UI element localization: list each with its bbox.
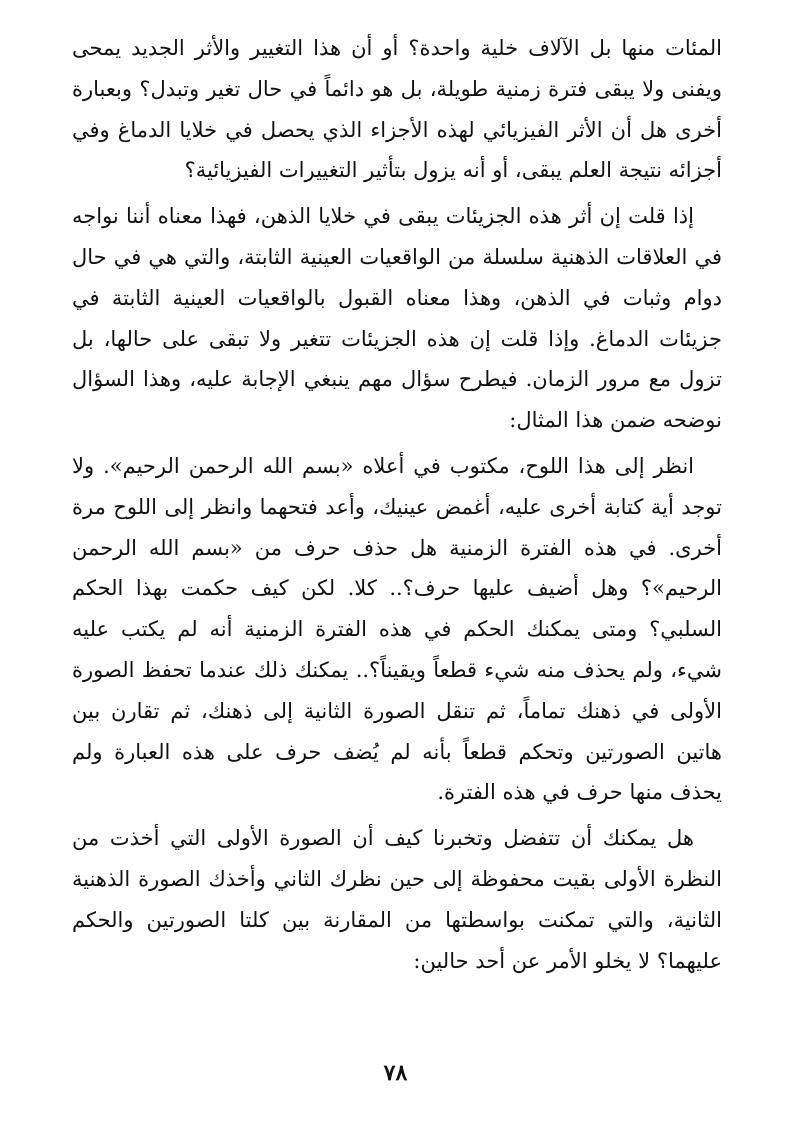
paragraph-continuation: المئات منها بل الآلاف خلية واحدة؟ أو أن هذا التغيير والأثر الجديد يمحى ويفنى ولا يبقى فترة زمنية طويلة، بل هو دائماً في حال تغير وتبدل؟ وبعبارة أخرى هل أن الأثر الفيزيائي لهذه الأجزاء الذي يحصل في خلايا الدماغ وفي أجزائه نتيجة العلم يبقى، أو أنه يزول بتأثير التغييرات الفيزيائية؟ (72, 36, 722, 183)
paragraph-if-effect-remains: إذا قلت إن أثر هذه الجزيئات يبقى في خلايا الذهن، فهذا معناه أننا نواجه في العلاقات الذهنية سلسلة من الواقعيات العينية الثابتة، والتي هي في حال دوام وثبات في الذهن، وهذا معناه القبول بالواقعيات العينية الثابتة في جزيئات الدماغ. وإذا قلت إن هذه الجزيئات تتغير ولا تبقى على حالها، بل تزول مع مرور الزمان. فيطرح سؤال مهم ينبغي الإجابة عليه، وهذا السؤال نوضحه ضمن هذا المثال: (72, 204, 722, 433)
paragraph-question: هل يمكنك أن تتفضل وتخبرنا كيف أن الصورة الأولى التي أخذت من النظرة الأولى بقيت محفوظة إلى حين نظرك الثاني وأخذك الصورة الذهنية الثانية، والتي تمكنت بواسطتها من المقارنة بين كلتا الصورتين والحكم عليهما؟ لا يخلو الأمر عن أحد حالين: (72, 826, 722, 973)
paragraph-board-example: انظر إلى هذا اللوح، مكتوب في أعلاه «بسم الله الرحمن الرحيم». ولا توجد أية كتابة أخرى عليه، أغمض عينيك، وأعد فتحهما وانظر إلى اللوح مرة أخرى. في هذه الفترة الزمنية هل حذف حرف من «بسم الله الرحمن الرحيم»؟ وهل أضيف عليها حرف؟.. كلا. لكن كيف حكمت بهذا الحكم السلبي؟ ومتى يمكنك الحكم في هذه الفترة الزمنية أنه لم يكتب عليه شيء، ولم يحذف منه شيء قطعاً ويقيناً؟.. يمكنك ذلك عندما تحفظ الصورة الأولى في ذهنك تماماً، ثم تنقل الصورة الثانية إلى ذهنك، ثم تقارن بين هاتين الصورتين وتحكم قطعاً بأنه لم يُضف حرف على هذه العبارة ولم يحذف منها حرف في هذه الفترة. (72, 453, 722, 805)
page-body (72, 28, 722, 986)
page-number: ٧٨ (383, 1060, 408, 1086)
